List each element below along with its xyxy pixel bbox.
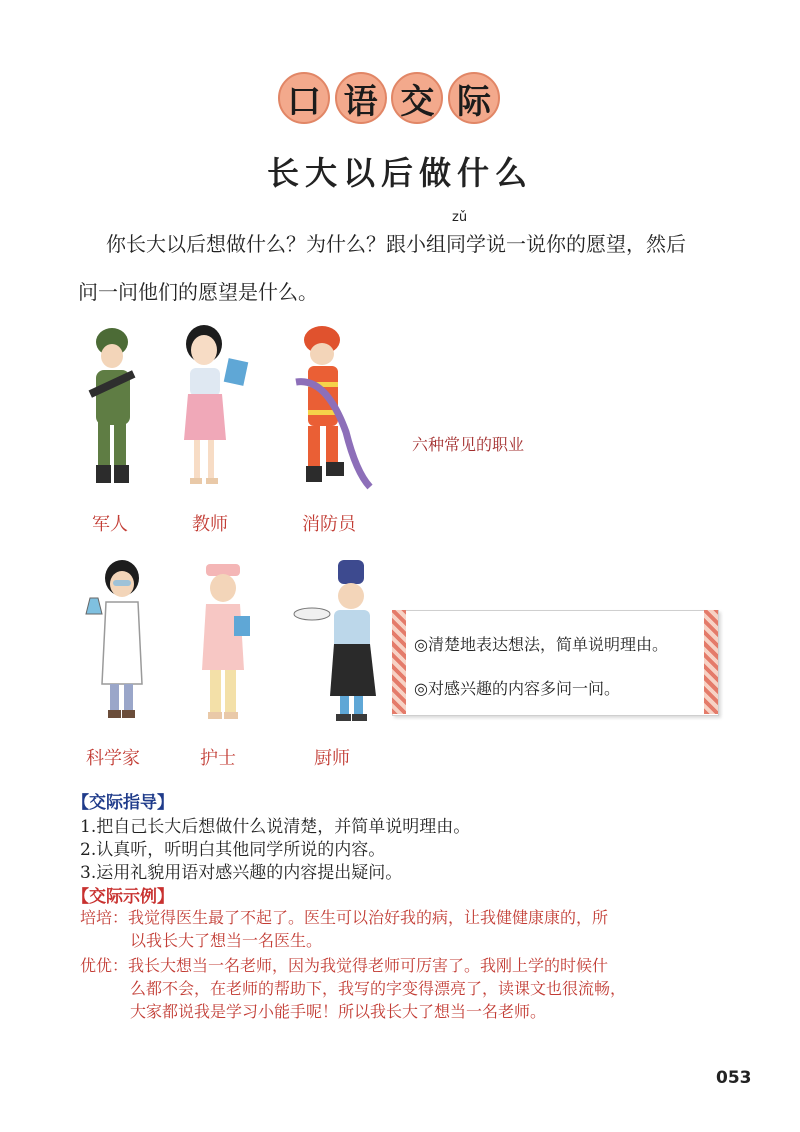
caption-chef: 厨师 xyxy=(314,748,350,769)
examples-heading: 【交际示例】 xyxy=(72,887,174,907)
badge-char: 际 xyxy=(448,72,500,124)
guidance-item: 2.认真听，听明白其他同学所说的内容。 xyxy=(80,840,386,860)
scroll-edge-left xyxy=(392,610,406,714)
guidance-item: 3.运用礼貌用语对感兴趣的内容提出疑问。 xyxy=(80,863,403,883)
pinyin-annotation: zǔ xyxy=(452,210,468,225)
example-youyou-line: 优优：我长大想当一名老师，因为我觉得老师可厉害了。我刚上学的时候什 xyxy=(80,956,609,975)
teacher-illustration xyxy=(168,322,258,492)
soldier-illustration xyxy=(84,320,144,495)
caption-firefighter: 消防员 xyxy=(302,514,356,535)
occupations-note: 六种常见的职业 xyxy=(412,435,525,454)
tip-item: ◎清楚地表达想法，简单说明理由。 xyxy=(414,635,668,654)
scroll-edge-right xyxy=(704,610,718,714)
example-youyou-line: 么都不会，在老师的帮助下，我写的字变得漂亮了，读课文也很流畅， xyxy=(130,979,627,998)
caption-scientist: 科学家 xyxy=(86,748,140,769)
page-title: 长大以后做什么 xyxy=(266,154,533,192)
example-peipei-line: 以我长大了想当一名医生。 xyxy=(130,931,323,950)
caption-teacher: 教师 xyxy=(192,514,228,535)
guidance-heading: 【交际指导】 xyxy=(72,793,174,813)
tips-box xyxy=(392,610,719,716)
badge-char: 口 xyxy=(278,72,330,124)
guidance-item: 1.把自己长大后想做什么说清楚，并简单说明理由。 xyxy=(80,817,471,837)
chef-illustration xyxy=(290,556,390,726)
section-badge xyxy=(278,72,500,130)
example-peipei-line: 培培：我觉得医生最了不起了。医生可以治好我的病，让我健健康康的，所 xyxy=(80,908,609,927)
intro-line-2: 问一问他们的愿望是什么。 xyxy=(78,280,318,304)
page-number: 053 xyxy=(716,1068,752,1088)
badge-char: 交 xyxy=(391,72,443,124)
scientist-illustration xyxy=(80,556,160,726)
intro-line-1: 你长大以后想做什么？为什么？跟小组同学说一说你的愿望，然后 xyxy=(106,232,686,256)
example-youyou-line: 大家都说我是学习小能手呢！所以我长大了想当一名老师。 xyxy=(130,1002,547,1021)
firefighter-illustration xyxy=(286,322,376,494)
caption-soldier: 军人 xyxy=(92,514,128,535)
badge-char: 语 xyxy=(335,72,387,124)
nurse-illustration xyxy=(190,558,260,726)
caption-nurse: 护士 xyxy=(200,748,236,769)
tip-item: ◎对感兴趣的内容多问一问。 xyxy=(414,679,620,698)
